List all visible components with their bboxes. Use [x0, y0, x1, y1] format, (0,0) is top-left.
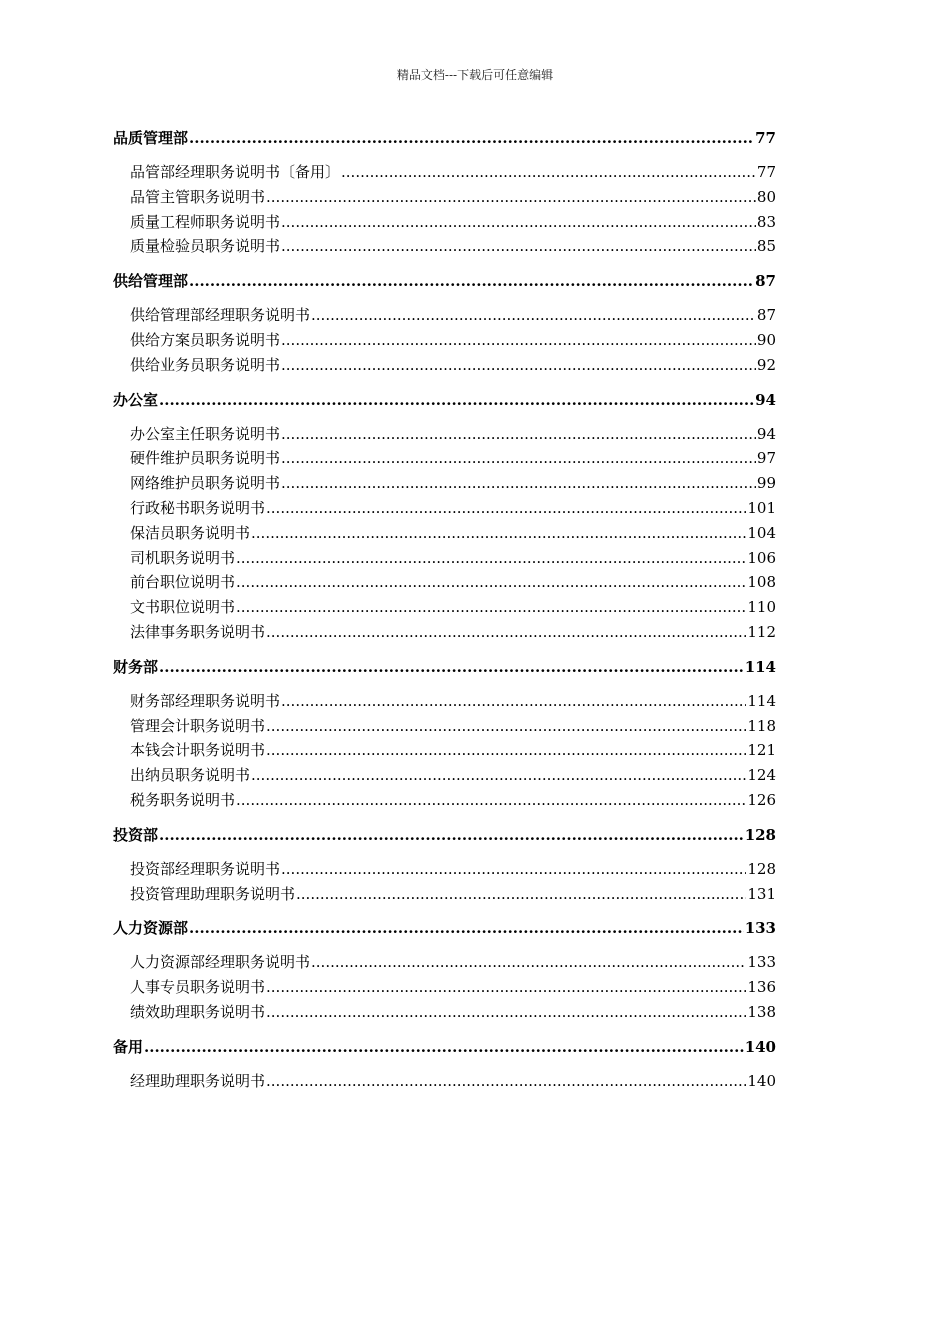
toc-entry-title: 管理会计职务说明书 — [130, 716, 266, 735]
toc-dot-leader — [266, 975, 746, 1000]
toc-entry-title: 行政秘书职务说明书 — [130, 498, 266, 517]
toc-entry-page-number: 126 — [747, 790, 776, 809]
toc-dot-leader — [266, 620, 746, 645]
toc-entry-row[interactable] — [113, 521, 776, 546]
toc-entry-title: 本钱会计职务说明书 — [130, 741, 266, 760]
toc-dot-leader — [281, 422, 756, 447]
toc-entry-page-number: 97 — [756, 449, 776, 468]
toc-entry-row[interactable] — [113, 620, 776, 645]
toc-section-row[interactable] — [113, 126, 776, 150]
toc-dot-leader — [159, 655, 744, 679]
toc-entry-page-number: 87 — [756, 306, 776, 325]
toc-section-title: 人力资源部 — [113, 919, 189, 938]
toc-entry-row[interactable] — [113, 570, 776, 595]
toc-entry-row[interactable] — [113, 714, 776, 739]
toc-entry-row[interactable] — [113, 857, 776, 882]
page-header: 精品文档---下载后可任意编辑 — [396, 68, 554, 82]
toc-entry-row[interactable] — [113, 353, 776, 378]
toc-dot-leader — [266, 496, 746, 521]
toc-dot-leader — [281, 234, 756, 259]
toc-dot-leader — [266, 1069, 746, 1094]
toc-entry-row[interactable] — [113, 160, 776, 185]
toc-section-row[interactable] — [113, 916, 776, 940]
toc-section-row[interactable] — [113, 388, 776, 412]
toc-entry-title: 司机职务说明书 — [130, 548, 236, 567]
toc-entry-title: 品管主管职务说明书 — [130, 187, 266, 206]
toc-section-page-number: 128 — [744, 825, 776, 844]
toc-entry-page-number: 136 — [747, 978, 776, 997]
toc-entry-title: 人力资源部经理职务说明书 — [130, 953, 311, 972]
toc-section-title: 品质管理部 — [113, 129, 189, 147]
toc-dot-leader — [144, 1035, 744, 1059]
toc-dot-leader — [281, 210, 756, 235]
toc-entry-page-number: 128 — [747, 859, 776, 878]
toc-section-row[interactable] — [113, 655, 776, 679]
toc-entry-title: 办公室主任职务说明书 — [130, 424, 281, 443]
toc-entry-row[interactable] — [113, 738, 776, 763]
toc-section-row[interactable] — [113, 269, 776, 293]
toc-dot-leader — [281, 689, 746, 714]
toc-entry-page-number: 138 — [747, 1002, 776, 1021]
toc-entry-row[interactable] — [113, 303, 776, 328]
toc-dot-leader — [281, 353, 756, 378]
toc-entry-row[interactable] — [113, 882, 776, 907]
toc-entry-row[interactable] — [113, 234, 776, 259]
toc-section-title: 办公室 — [113, 390, 159, 409]
toc-dot-leader — [311, 303, 756, 328]
toc-entry-page-number: 108 — [747, 573, 776, 592]
toc-dot-leader — [236, 595, 746, 620]
toc-entry-title: 供给管理部经理职务说明书 — [130, 306, 311, 325]
toc-entry-page-number: 94 — [756, 424, 776, 443]
toc-entry-row[interactable] — [113, 422, 776, 447]
toc-entry-title: 经理助理职务说明书 — [130, 1071, 266, 1090]
toc-entry-row[interactable] — [113, 975, 776, 1000]
toc-dot-leader — [266, 714, 746, 739]
toc-entry-page-number: 110 — [747, 598, 776, 617]
toc-section-title: 财务部 — [113, 657, 159, 676]
toc-entry-row[interactable] — [113, 185, 776, 210]
toc-entry-page-number: 99 — [756, 474, 776, 493]
toc-dot-leader — [266, 1000, 746, 1025]
toc-entry-page-number: 77 — [756, 163, 776, 181]
toc-dot-leader — [281, 446, 756, 471]
toc-entry-title: 绩效助理职务说明书 — [130, 1002, 266, 1021]
toc-entry-title: 法律事务职务说明书 — [130, 622, 266, 641]
toc-entry-row[interactable] — [113, 1069, 776, 1094]
toc-entry-page-number: 112 — [747, 622, 776, 641]
toc-dot-leader — [266, 738, 746, 763]
toc-section-page-number: 94 — [755, 390, 776, 409]
toc-entry-title: 品管部经理职务说明书〔备用〕 — [130, 163, 341, 181]
toc-dot-leader — [236, 788, 746, 813]
toc-entry-page-number: 118 — [747, 716, 776, 735]
toc-dot-leader — [189, 269, 754, 293]
toc-entry-page-number: 106 — [747, 548, 776, 567]
toc-dot-leader — [251, 763, 746, 788]
toc-entry-row[interactable] — [113, 210, 776, 235]
toc-section-page-number: 77 — [755, 129, 776, 147]
toc-entry-title: 前台职位说明书 — [130, 573, 236, 592]
toc-section-row[interactable] — [113, 1035, 776, 1059]
toc-entry-title: 投资部经理职务说明书 — [130, 859, 281, 878]
toc-section-page-number: 140 — [744, 1037, 776, 1056]
toc-section-page-number: 133 — [744, 919, 776, 938]
toc-dot-leader — [236, 570, 746, 595]
toc-section-page-number: 114 — [744, 657, 776, 676]
toc-entry-title: 税务职务说明书 — [130, 790, 236, 809]
toc-entry-row[interactable] — [113, 763, 776, 788]
toc-entry-row[interactable] — [113, 328, 776, 353]
toc-entry-title: 供给方案员职务说明书 — [130, 330, 281, 349]
toc-entry-title: 财务部经理职务说明书 — [130, 691, 281, 710]
toc-entry-title: 质量检验员职务说明书 — [130, 237, 281, 256]
toc-dot-leader — [281, 471, 756, 496]
toc-section-title: 投资部 — [113, 825, 159, 844]
toc-entry-page-number: 83 — [756, 212, 776, 231]
toc-entry-page-number: 85 — [756, 237, 776, 256]
toc-entry-title: 硬件维护员职务说明书 — [130, 449, 281, 468]
toc-entry-title: 供给业务员职务说明书 — [130, 355, 281, 374]
toc-dot-leader — [281, 857, 746, 882]
toc-dot-leader — [341, 160, 756, 185]
toc-dot-leader — [189, 126, 754, 150]
toc-dot-leader — [281, 328, 756, 353]
toc-dot-leader — [189, 916, 744, 940]
toc-section-page-number: 87 — [755, 272, 776, 291]
toc-entry-row[interactable] — [113, 446, 776, 471]
toc-entry-page-number: 114 — [747, 691, 776, 710]
toc-entry-row[interactable] — [113, 496, 776, 521]
toc-section-row[interactable] — [113, 823, 776, 847]
toc-entry-row[interactable] — [113, 1000, 776, 1025]
toc-entry-title: 质量工程师职务说明书 — [130, 212, 281, 231]
toc-entry-row[interactable] — [113, 546, 776, 571]
toc-dot-leader — [159, 388, 754, 412]
toc-entry-title: 投资管理助理职务说明书 — [130, 884, 296, 903]
toc-entry-page-number: 90 — [756, 330, 776, 349]
toc-dot-leader — [236, 546, 746, 571]
toc-entry-page-number: 101 — [747, 498, 776, 517]
toc-entry-page-number: 124 — [747, 766, 776, 785]
toc-dot-leader — [266, 185, 756, 210]
toc-dot-leader — [251, 521, 746, 546]
toc-dot-leader — [159, 823, 744, 847]
toc-section-title: 备用 — [113, 1037, 144, 1056]
toc-entry-row[interactable] — [113, 595, 776, 620]
toc-entry-page-number: 92 — [756, 355, 776, 374]
toc-section-title: 供给管理部 — [113, 272, 189, 291]
toc-entry-title: 出纳员职务说明书 — [130, 766, 251, 785]
toc-entry-title: 人事专员职务说明书 — [130, 978, 266, 997]
toc-entry-row[interactable] — [113, 471, 776, 496]
toc-entry-row[interactable] — [113, 689, 776, 714]
toc-entry-page-number: 140 — [747, 1071, 776, 1090]
toc-entry-title: 网络维护员职务说明书 — [130, 474, 281, 493]
toc-entry-page-number: 104 — [747, 523, 776, 542]
toc-entry-row[interactable] — [113, 950, 776, 975]
table-of-contents — [113, 126, 776, 1094]
toc-entry-title: 文书职位说明书 — [130, 598, 236, 617]
toc-entry-page-number: 80 — [756, 187, 776, 206]
toc-entry-title: 保洁员职务说明书 — [130, 523, 251, 542]
toc-dot-leader — [311, 950, 746, 975]
toc-entry-row[interactable] — [113, 788, 776, 813]
toc-entry-page-number: 133 — [747, 953, 776, 972]
toc-dot-leader — [296, 882, 746, 907]
toc-entry-page-number: 121 — [747, 741, 776, 760]
toc-entry-page-number: 131 — [747, 884, 776, 903]
